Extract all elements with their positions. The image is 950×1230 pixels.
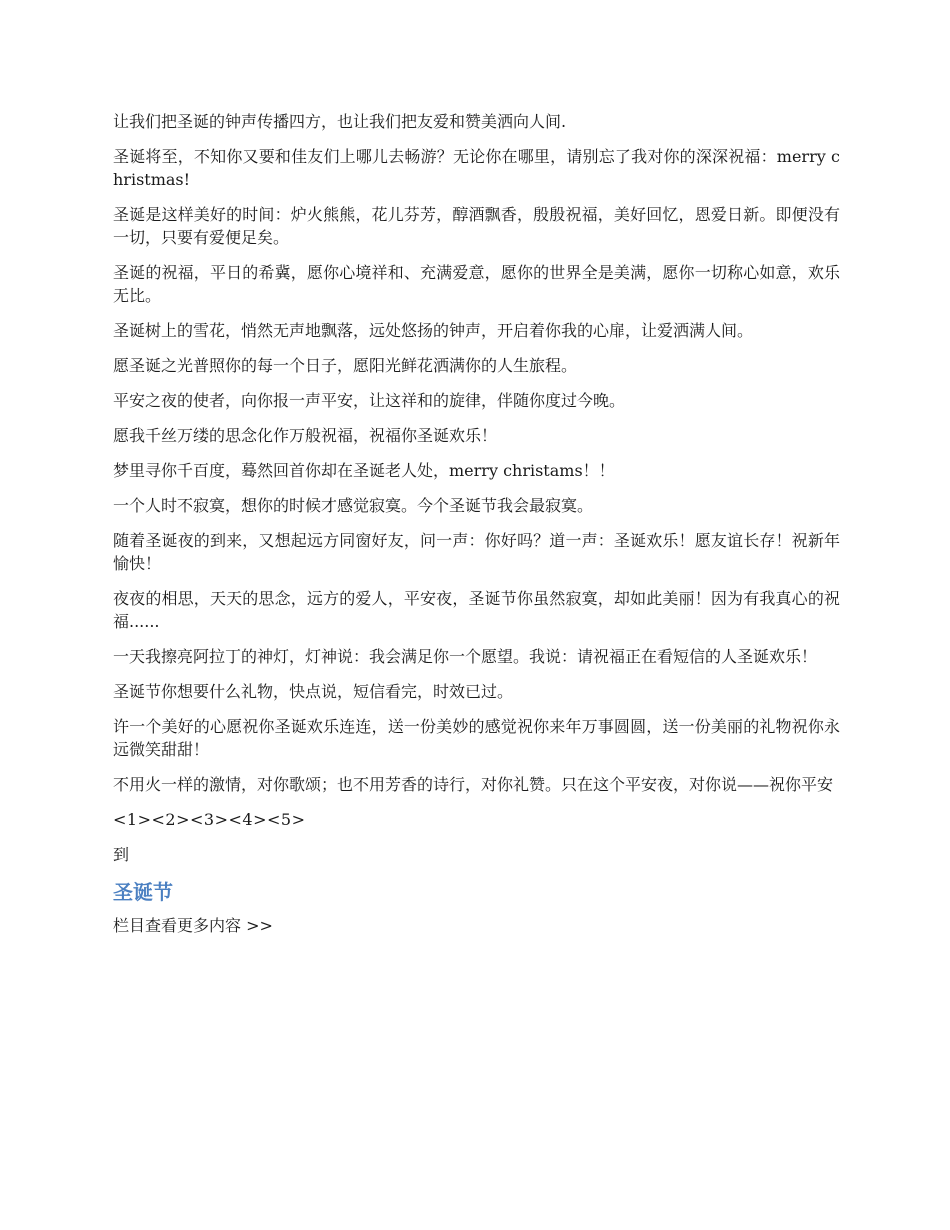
paragraph: 圣诞节你想要什么礼物，快点说，短信看完，时效已过。 — [113, 682, 514, 701]
page-link-2[interactable]: <2> — [151, 810, 190, 829]
paragraph: 平安之夜的使者，向你报一声平安，让这祥和的旋律，伴随你度过今晚。 — [113, 391, 626, 410]
paragraph: 许一个美好的心愿祝你圣诞欢乐连连，送一份美妙的感觉祝你来年万事圆圆，送一份美丽的礼物祝你永远微笑甜甜！ — [113, 717, 840, 759]
paragraph: 一天我擦亮阿拉丁的神灯，灯神说：我会满足你一个愿望。我说：请祝福正在看短信的人圣诞欢乐！ — [113, 647, 818, 666]
document-body — [113, 110, 840, 937]
paragraph: 梦里寻你千百度，蓦然回首你却在圣诞老人处，merry christams！！ — [113, 461, 615, 480]
pagination — [113, 808, 840, 831]
paragraph: 一个人时不寂寞，想你的时候才感觉寂寞。今个圣诞节我会最寂寞。 — [113, 496, 594, 515]
paragraph: 随着圣诞夜的到来，又想起远方同窗好友，问一声：你好吗？道一声：圣诞欢乐！愿友谊长存！祝新年愉快！ — [113, 531, 840, 573]
paragraph: 愿圣诞之光普照你的每一个日子，愿阳光鲜花洒满你的人生旅程。 — [113, 356, 578, 375]
paragraph: 让我们把圣诞的钟声传播四方，也让我们把友爱和赞美洒向人间. — [113, 112, 567, 131]
paragraph: 圣诞是这样美好的时间：炉火熊熊，花儿芬芳，醇酒飘香，殷殷祝福，美好回忆，恩爱日新。即便没有一切，只要有爱便足矣。 — [113, 205, 840, 247]
page-link-4[interactable]: <4> — [228, 810, 267, 829]
paragraph: 不用火一样的激情，对你歌颂；也不用芳香的诗行，对你礼赞。只在这个平安夜，对你说——祝你平安 — [113, 775, 834, 794]
paragraph: 圣诞的祝福，平日的希冀，愿你心境祥和、充满爱意，愿你的世界全是美满，愿你一切称心如意，欢乐无比。 — [113, 263, 840, 305]
more-content-link[interactable]: 栏目查看更多内容 >> — [113, 916, 273, 935]
paragraph: 圣诞树上的雪花，悄然无声地飘落，远处悠扬的钟声，开启着你我的心扉，让爱洒满人间。 — [113, 321, 754, 340]
to-label: 到 — [113, 845, 130, 864]
paragraph: 圣诞将至，不知你又要和佳友们上哪儿去畅游？无论你在哪里，请别忘了我对你的深深祝福：merry christmas! — [113, 147, 840, 189]
page-link-5[interactable]: <5> — [267, 810, 306, 829]
page-link-1[interactable]: <1> — [113, 810, 152, 829]
paragraph: 愿我千丝万缕的思念化作万般祝福，祝福你圣诞欢乐！ — [113, 426, 498, 445]
page-link-3[interactable]: <3> — [190, 810, 229, 829]
section-heading-link[interactable]: 圣诞节 — [113, 880, 173, 904]
paragraph: 夜夜的相思，天天的思念，远方的爱人，平安夜，圣诞节你虽然寂寞，却如此美丽！因为有我真心的祝福...... — [113, 589, 840, 631]
